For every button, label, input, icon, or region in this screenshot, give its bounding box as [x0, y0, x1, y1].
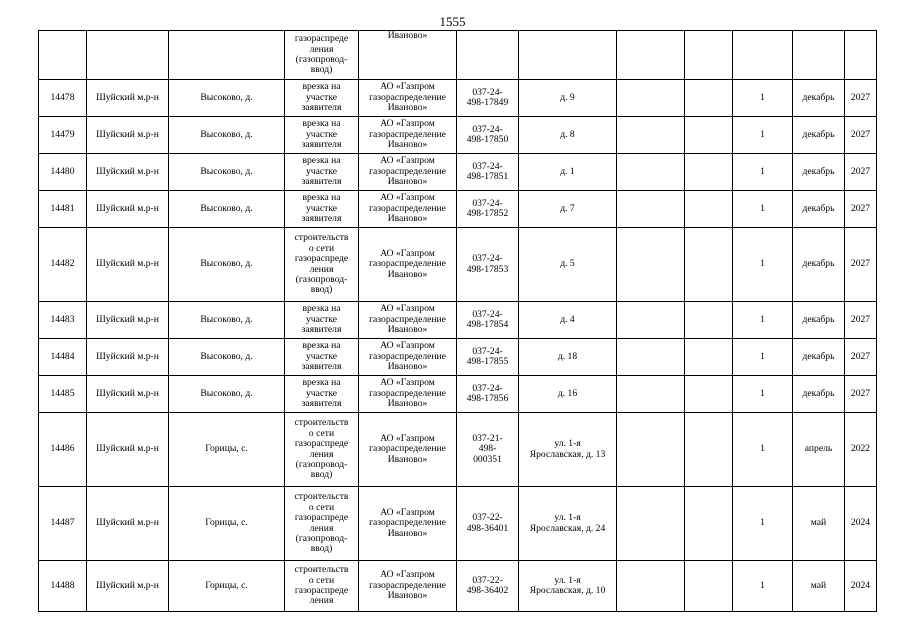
text-line: д. 7	[560, 202, 575, 214]
cell-month: декабрь	[793, 80, 845, 117]
cell-code	[457, 376, 519, 413]
cell-quantity: 1	[733, 302, 793, 339]
text-line: ления	[309, 448, 334, 460]
text-line: ул. 1-я	[554, 512, 581, 524]
text-line: врезка на	[302, 303, 341, 315]
cell-quantity: 1	[733, 561, 793, 612]
text-line: (газопровод-	[295, 458, 348, 470]
text-line: 037-24-	[472, 253, 503, 265]
cell-month: декабрь	[793, 376, 845, 413]
text-line: 498-17850	[466, 134, 509, 145]
cell-locality: Высоково, д.	[169, 228, 285, 302]
text-line: о сети	[308, 501, 335, 513]
page-number: 1555	[439, 14, 466, 29]
cell-empty	[685, 302, 733, 339]
cell-code	[457, 191, 519, 228]
table-row	[39, 154, 877, 191]
text-line: 498-17854	[466, 319, 509, 330]
text-line: участке	[305, 350, 337, 362]
text-line: ввод)	[310, 543, 333, 555]
cell-quantity: 1	[733, 80, 793, 117]
cell-district: Шуйский м.р-н	[87, 339, 169, 376]
text-line: строительств	[294, 564, 349, 576]
text-line: заявителя	[301, 398, 342, 410]
cell-code	[457, 561, 519, 612]
cell-work-type	[285, 191, 359, 228]
cell-year: 2027	[845, 117, 877, 154]
cell-district: Шуйский м.р-н	[87, 561, 169, 612]
text-line: Иваново»	[387, 361, 428, 373]
cell-code	[457, 413, 519, 487]
text-line: 498-17849	[466, 97, 509, 108]
cell-address	[519, 228, 617, 302]
text-line: участке	[305, 202, 337, 214]
cell-number: 14485	[39, 376, 87, 413]
table-row	[39, 413, 877, 487]
cell-address	[519, 339, 617, 376]
text-line: ввод)	[310, 284, 333, 296]
text-line: строительств	[294, 491, 349, 503]
text-line: Иваново»	[387, 398, 428, 410]
cell-number: 14482	[39, 228, 87, 302]
text-line: газораспределение	[369, 91, 446, 103]
text-line: газораспределение	[369, 202, 446, 214]
cell-empty	[617, 154, 685, 191]
text-line: (газопровод-	[295, 273, 348, 285]
cell-district	[87, 31, 169, 80]
cell-empty	[685, 413, 733, 487]
cell-empty	[685, 31, 733, 80]
cell-organization	[359, 487, 457, 561]
text-line: ввод)	[310, 64, 333, 76]
cell-year: 2027	[845, 80, 877, 117]
cell-quantity: 1	[733, 154, 793, 191]
cell-district: Шуйский м.р-н	[87, 80, 169, 117]
text-line: 037-24-	[472, 160, 503, 172]
text-line: врезка на	[302, 118, 341, 130]
cell-quantity: 1	[733, 117, 793, 154]
cell-code	[457, 487, 519, 561]
cell-work-type	[285, 561, 359, 612]
cell-quantity: 1	[733, 413, 793, 487]
text-line: Иваново»	[387, 139, 428, 151]
cell-district: Шуйский м.р-н	[87, 228, 169, 302]
cell-empty	[617, 191, 685, 228]
cell-empty	[617, 413, 685, 487]
text-line: газораспределение	[369, 128, 446, 140]
cell-organization	[359, 31, 457, 80]
cell-quantity: 1	[733, 339, 793, 376]
text-line: заявителя	[301, 102, 342, 114]
cell-year: 2027	[845, 302, 877, 339]
cell-organization	[359, 228, 457, 302]
text-line: 498-17851	[466, 171, 509, 182]
cell-organization	[359, 154, 457, 191]
cell-address	[519, 413, 617, 487]
table-row	[39, 228, 877, 302]
cell-work-type	[285, 228, 359, 302]
cell-empty	[685, 376, 733, 413]
text-line: 037-22-	[472, 574, 503, 586]
text-line: газораспределение	[369, 579, 446, 591]
cell-district: Шуйский м.р-н	[87, 413, 169, 487]
cell-work-type	[285, 376, 359, 413]
text-line: ления	[309, 43, 334, 55]
cell-empty	[617, 31, 685, 80]
text-line: Ярославская, д. 10	[529, 585, 606, 596]
cell-locality: Высоково, д.	[169, 302, 285, 339]
text-line: 498-17855	[466, 356, 509, 367]
text-line: 498-17852	[466, 208, 509, 219]
text-line: газораспределение	[369, 165, 446, 177]
text-line: врезка на	[302, 192, 341, 204]
text-line: ления	[309, 522, 334, 534]
text-line: 498-36401	[466, 522, 509, 534]
text-line: 498-36402	[466, 585, 509, 596]
cell-month: май	[793, 561, 845, 612]
cell-organization	[359, 413, 457, 487]
text-line: АО «Газпром	[380, 192, 435, 204]
text-line: АО «Газпром	[380, 118, 435, 130]
cell-locality: Высоково, д.	[169, 117, 285, 154]
cell-district: Шуйский м.р-н	[87, 376, 169, 413]
table-row	[39, 561, 877, 612]
text-line: АО «Газпром	[380, 506, 435, 518]
text-line: врезка на	[302, 81, 341, 93]
cell-number: 14483	[39, 302, 87, 339]
text-line: о сети	[308, 427, 335, 439]
text-line: Иваново»	[387, 268, 428, 280]
text-line: газораспреде	[294, 438, 349, 450]
cell-work-type	[285, 339, 359, 376]
cell-organization	[359, 302, 457, 339]
text-line: газораспределение	[369, 517, 446, 529]
cell-locality	[169, 31, 285, 80]
cell-year	[845, 31, 877, 80]
text-line: участке	[305, 313, 337, 325]
text-line: газораспреде	[294, 512, 349, 524]
table-row	[39, 339, 877, 376]
cell-year: 2027	[845, 376, 877, 413]
cell-month: декабрь	[793, 339, 845, 376]
cell-organization	[359, 117, 457, 154]
cell-locality: Высоково, д.	[169, 339, 285, 376]
text-line: Ярославская, д. 24	[529, 522, 606, 534]
text-line: ул. 1-я	[554, 438, 581, 450]
text-line: строительств	[294, 232, 349, 244]
cell-work-type	[285, 487, 359, 561]
cell-quantity: 1	[733, 228, 793, 302]
cell-year: 2024	[845, 487, 877, 561]
cell-year: 2022	[845, 413, 877, 487]
cell-quantity: 1	[733, 487, 793, 561]
cell-district: Шуйский м.р-н	[87, 154, 169, 191]
cell-month: декабрь	[793, 117, 845, 154]
cell-quantity: 1	[733, 191, 793, 228]
cell-code	[457, 339, 519, 376]
cell-month: декабрь	[793, 154, 845, 191]
text-line: Иваново»	[387, 453, 428, 465]
text-line: д. 5	[560, 258, 575, 270]
cell-code	[457, 117, 519, 154]
cell-locality: Горицы, с.	[169, 487, 285, 561]
cell-district: Шуйский м.р-н	[87, 191, 169, 228]
text-line: АО «Газпром	[380, 303, 435, 315]
cell-work-type	[285, 80, 359, 117]
cell-work-type	[285, 413, 359, 487]
cell-number: 14481	[39, 191, 87, 228]
text-line: участке	[305, 387, 337, 399]
text-line: 000351	[473, 453, 502, 465]
text-line: газораспреде	[294, 585, 349, 596]
text-line: Иваново»	[387, 102, 428, 114]
text-line: заявителя	[301, 324, 342, 336]
cell-locality: Высоково, д.	[169, 376, 285, 413]
text-line: Иваново»	[387, 527, 428, 539]
cell-empty	[617, 487, 685, 561]
text-line: газораспределение	[369, 443, 446, 455]
cell-address	[519, 487, 617, 561]
cell-empty	[617, 561, 685, 612]
cell-address	[519, 191, 617, 228]
text-line: о сети	[308, 574, 335, 586]
cell-organization	[359, 339, 457, 376]
text-line: Иваново»	[387, 324, 428, 336]
cell-year: 2027	[845, 339, 877, 376]
cell-year: 2027	[845, 154, 877, 191]
text-line: газораспреде	[294, 33, 349, 45]
cell-empty	[685, 561, 733, 612]
cell-empty	[685, 80, 733, 117]
cell-district: Шуйский м.р-н	[87, 117, 169, 154]
cell-year: 2024	[845, 561, 877, 612]
text-line: участке	[305, 91, 337, 103]
cell-district: Шуйский м.р-н	[87, 302, 169, 339]
text-line: заявителя	[301, 139, 342, 151]
cell-number: 14486	[39, 413, 87, 487]
cell-address	[519, 31, 617, 80]
cell-empty	[685, 339, 733, 376]
text-line: газораспределение	[369, 350, 446, 362]
text-line: 498-17856	[466, 393, 509, 404]
cell-address	[519, 302, 617, 339]
table-row	[39, 117, 877, 154]
table-row	[39, 80, 877, 117]
cell-month: апрель	[793, 413, 845, 487]
cell-organization	[359, 191, 457, 228]
cell-locality: Горицы, с.	[169, 561, 285, 612]
text-line: 037-24-	[472, 123, 503, 135]
cell-quantity	[733, 31, 793, 80]
cell-month: декабрь	[793, 191, 845, 228]
text-line: строительств	[294, 417, 349, 429]
table-row-continuation	[39, 31, 877, 80]
cell-locality: Высоково, д.	[169, 191, 285, 228]
text-line: д. 1	[560, 165, 575, 177]
cell-code	[457, 31, 519, 80]
cell-number	[39, 31, 87, 80]
text-line: д. 9	[560, 91, 575, 103]
cell-number: 14484	[39, 339, 87, 376]
cell-locality: Высоково, д.	[169, 80, 285, 117]
cell-code	[457, 80, 519, 117]
cell-address	[519, 154, 617, 191]
text-line: 498-17853	[466, 263, 509, 275]
cell-organization	[359, 80, 457, 117]
text-line: Ярославская, д. 13	[529, 448, 606, 460]
text-line: 037-24-	[472, 308, 503, 320]
cell-empty	[617, 376, 685, 413]
cell-quantity: 1	[733, 376, 793, 413]
text-line: 037-24-	[472, 382, 503, 394]
text-line: АО «Газпром	[380, 81, 435, 93]
cell-address	[519, 376, 617, 413]
cell-empty	[617, 228, 685, 302]
cell-address	[519, 561, 617, 612]
text-line: 037-24-	[472, 197, 503, 209]
text-line: ввод)	[310, 469, 333, 481]
cell-empty	[617, 117, 685, 154]
text-line: о сети	[308, 242, 335, 254]
cell-month: декабрь	[793, 302, 845, 339]
text-line: ления	[309, 263, 334, 275]
text-line: заявителя	[301, 213, 342, 225]
text-line: заявителя	[301, 176, 342, 188]
cell-year: 2027	[845, 191, 877, 228]
cell-locality: Высоково, д.	[169, 154, 285, 191]
text-line: газораспреде	[294, 253, 349, 265]
text-line: 037-24-	[472, 345, 503, 357]
cell-empty	[685, 228, 733, 302]
text-line: АО «Газпром	[380, 569, 435, 581]
cell-number: 14488	[39, 561, 87, 612]
cell-empty	[685, 117, 733, 154]
text-line: 037-24-	[472, 86, 503, 98]
table-row	[39, 376, 877, 413]
cell-work-type	[285, 302, 359, 339]
cell-work-type	[285, 31, 359, 80]
text-line: АО «Газпром	[380, 340, 435, 352]
text-line: участке	[305, 165, 337, 177]
cell-month	[793, 31, 845, 80]
text-line: д. 8	[560, 128, 575, 140]
text-line: (газопровод-	[295, 532, 348, 544]
text-line: 498-	[478, 443, 497, 455]
text-line: ления	[309, 595, 334, 607]
text-line: д. 4	[560, 313, 575, 325]
table-row	[39, 302, 877, 339]
text-line: 037-22-	[472, 512, 503, 524]
cell-work-type	[285, 154, 359, 191]
cell-code	[457, 154, 519, 191]
cell-empty	[685, 487, 733, 561]
cell-number: 14478	[39, 80, 87, 117]
text-line: Иваново»	[387, 30, 428, 41]
text-line: Иваново»	[387, 590, 428, 602]
text-line: 037-21-	[472, 432, 503, 444]
table-row	[39, 191, 877, 228]
cell-empty	[685, 154, 733, 191]
text-line: (газопровод-	[295, 54, 348, 65]
cell-month: декабрь	[793, 228, 845, 302]
cell-month: май	[793, 487, 845, 561]
text-line: врезка на	[302, 377, 341, 389]
table-row	[39, 487, 877, 561]
text-line: АО «Газпром	[380, 155, 435, 167]
cell-locality: Горицы, с.	[169, 413, 285, 487]
cell-number: 14480	[39, 154, 87, 191]
cell-number: 14479	[39, 117, 87, 154]
text-line: газораспределение	[369, 387, 446, 399]
cell-year: 2027	[845, 228, 877, 302]
cell-code	[457, 228, 519, 302]
cell-address	[519, 80, 617, 117]
cell-district: Шуйский м.р-н	[87, 487, 169, 561]
cell-empty	[617, 339, 685, 376]
text-line: Иваново»	[387, 213, 428, 225]
gas-connection-table	[38, 30, 877, 612]
text-line: АО «Газпром	[380, 432, 435, 444]
text-line: участке	[305, 128, 337, 140]
text-line: ул. 1-я	[554, 574, 581, 586]
cell-number: 14487	[39, 487, 87, 561]
text-line: врезка на	[302, 340, 341, 352]
cell-organization	[359, 561, 457, 612]
cell-code	[457, 302, 519, 339]
cell-empty	[617, 80, 685, 117]
text-line: д. 18	[557, 350, 578, 362]
table-body	[39, 31, 877, 612]
text-line: газораспределение	[369, 313, 446, 325]
text-line: Иваново»	[387, 176, 428, 188]
text-line: врезка на	[302, 155, 341, 167]
text-line: заявителя	[301, 361, 342, 373]
text-line: АО «Газпром	[380, 247, 435, 259]
text-line: д. 16	[557, 387, 578, 399]
cell-address	[519, 117, 617, 154]
cell-work-type	[285, 117, 359, 154]
text-line: АО «Газпром	[380, 377, 435, 389]
cell-organization	[359, 376, 457, 413]
cell-empty	[685, 191, 733, 228]
text-line: газораспределение	[369, 258, 446, 270]
cell-empty	[617, 302, 685, 339]
